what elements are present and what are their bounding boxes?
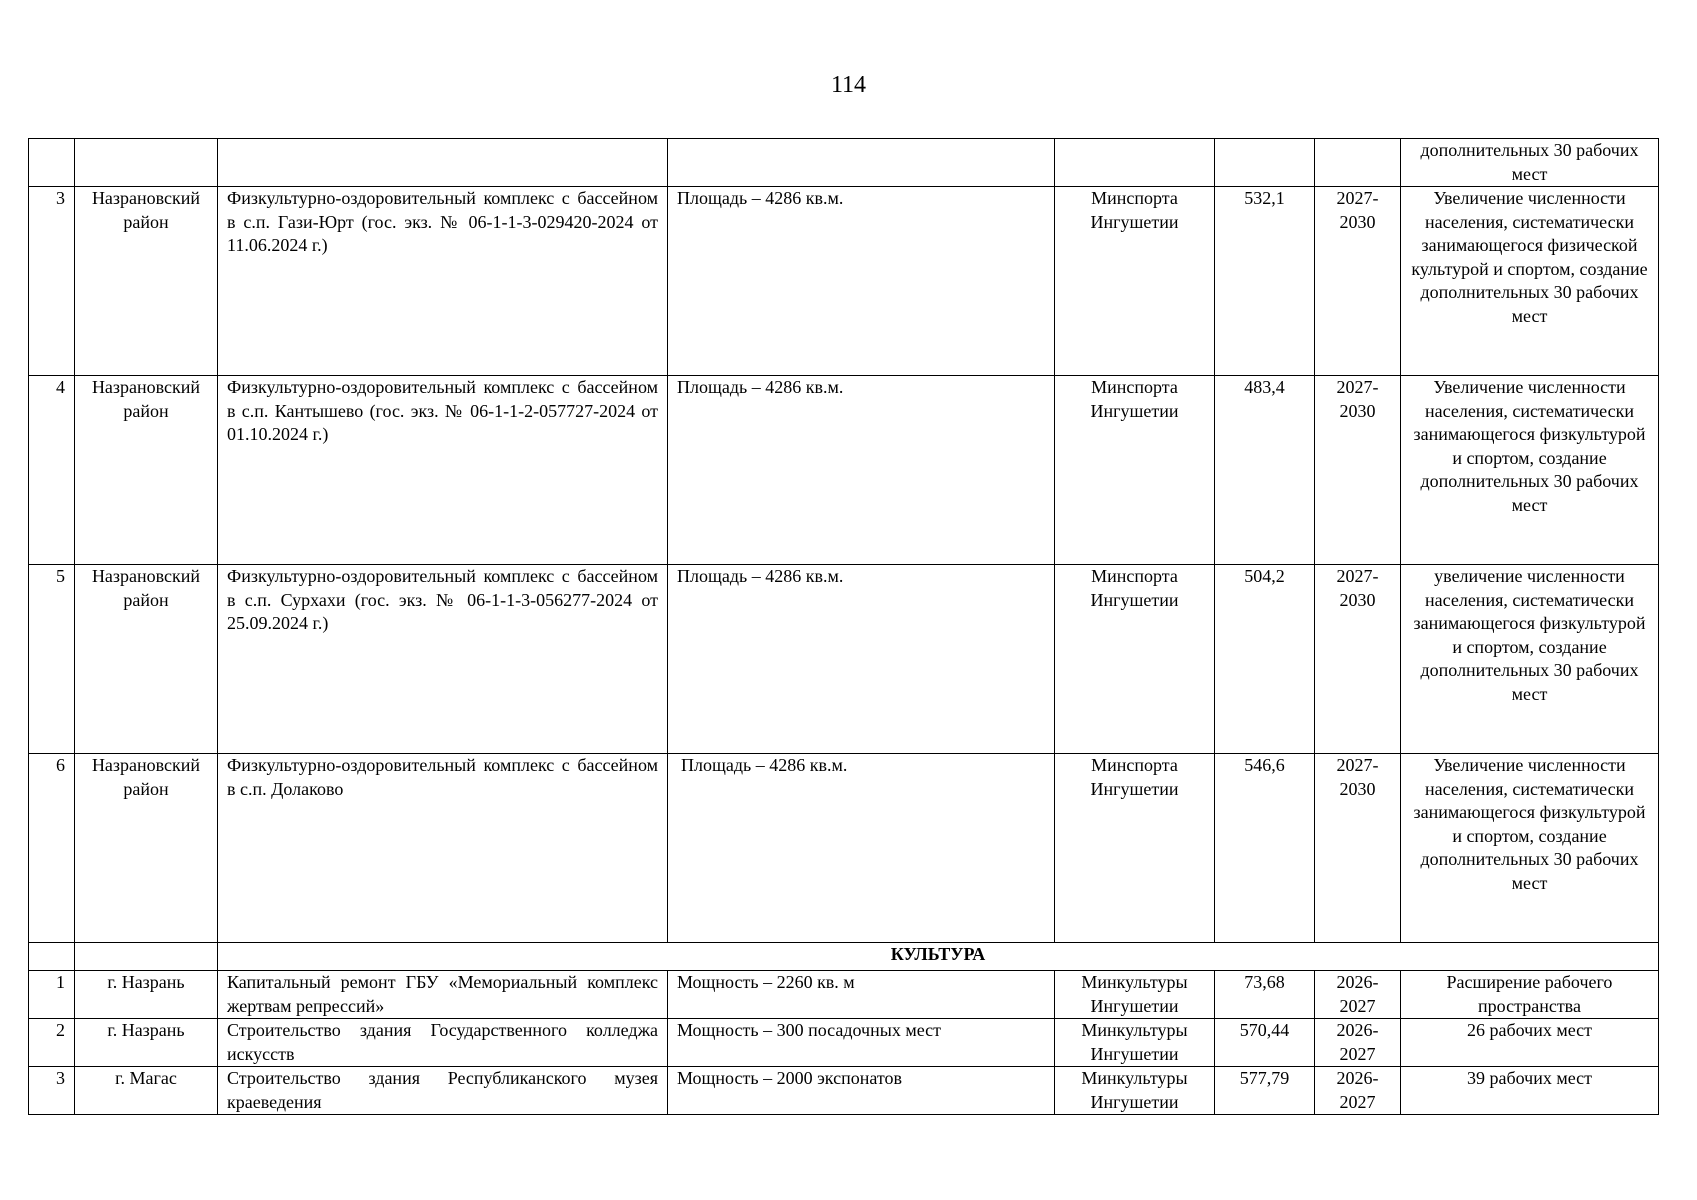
cell-effect: дополнительных 30 рабочих мест xyxy=(1401,139,1659,187)
page-number: 114 xyxy=(830,72,867,98)
cell-characteristic xyxy=(668,754,1055,943)
cell-responsible: Минспорта Ингушетии xyxy=(1055,376,1215,565)
cell-name: Физкультурно-оздоровительный комплекс с бассейном в с.п. Гази-Юрт (гос. экз. № 06-1-1-3-029420-2024 от 11.06.2024 г.) xyxy=(218,187,668,376)
cell-area: Назрановский район xyxy=(75,754,218,943)
cell-name: Строительство здания Государственного колледжа искусств xyxy=(218,1019,668,1067)
cell-period: 2027-2030 xyxy=(1315,565,1401,754)
cell-period: 2026-2027 xyxy=(1315,1019,1401,1067)
cell-area xyxy=(75,943,218,971)
characteristic-text: Площадь – 4286 кв.м. xyxy=(681,755,848,775)
table-row xyxy=(29,565,1659,754)
cell-characteristic: Площадь – 4286 кв.м. xyxy=(668,565,1055,754)
cell-characteristic: Мощность – 2260 кв. м xyxy=(668,971,1055,1019)
cell-cost: 73,68 xyxy=(1215,971,1315,1019)
cell-name: Физкультурно-оздоровительный комплекс с бассейном в с.п. Долаково xyxy=(218,754,668,943)
cell-effect: Расширение рабочего пространства xyxy=(1401,971,1659,1019)
cell-responsible xyxy=(1055,139,1215,187)
cell-num xyxy=(29,139,75,187)
cell-period xyxy=(1315,139,1401,187)
cell-num xyxy=(29,943,75,971)
table-row xyxy=(29,1019,1659,1067)
cell-period: 2027-2030 xyxy=(1315,187,1401,376)
cell-cost: 483,4 xyxy=(1215,376,1315,565)
cell-cost: 546,6 xyxy=(1215,754,1315,943)
cell-num: 3 xyxy=(29,187,75,376)
cell-responsible: Минспорта Ингушетии xyxy=(1055,565,1215,754)
cell-num: 1 xyxy=(29,971,75,1019)
table-row xyxy=(29,971,1659,1019)
table-row xyxy=(29,376,1659,565)
cell-num: 4 xyxy=(29,376,75,565)
cell-effect: Увеличение численности населения, систематически занимающегося физической культурой и спортом, создание дополнительных 30 рабочих мест xyxy=(1401,187,1659,376)
cell-num: 2 xyxy=(29,1019,75,1067)
cell-responsible: Минкультуры Ингушетии xyxy=(1055,1067,1215,1115)
cell-period: 2027-2030 xyxy=(1315,754,1401,943)
cell-characteristic xyxy=(668,139,1055,187)
cell-num: 3 xyxy=(29,1067,75,1115)
cell-area: г. Магас xyxy=(75,1067,218,1115)
cell-effect: увеличение численности населения, систематически занимающегося физкультурой и спортом, создание дополнительных 30 рабочих мест xyxy=(1401,565,1659,754)
cell-responsible: Минспорта Ингушетии xyxy=(1055,754,1215,943)
cell-name xyxy=(218,139,668,187)
cell-responsible: Минспорта Ингушетии xyxy=(1055,187,1215,376)
section-row-culture xyxy=(29,943,1659,971)
cell-period: 2026-2027 xyxy=(1315,971,1401,1019)
cell-cost: 532,1 xyxy=(1215,187,1315,376)
cell-period: 2027-2030 xyxy=(1315,376,1401,565)
cell-effect: 39 рабочих мест xyxy=(1401,1067,1659,1115)
cell-num: 6 xyxy=(29,754,75,943)
cell-cost: 504,2 xyxy=(1215,565,1315,754)
cell-responsible: Минкультуры Ингушетии xyxy=(1055,1019,1215,1067)
cell-characteristic: Мощность – 2000 экспонатов xyxy=(668,1067,1055,1115)
cell-area xyxy=(75,139,218,187)
cell-num: 5 xyxy=(29,565,75,754)
table-row xyxy=(29,187,1659,376)
section-title: КУЛЬТУРА xyxy=(218,943,1659,971)
cell-characteristic: Площадь – 4286 кв.м. xyxy=(668,187,1055,376)
cell-name: Физкультурно-оздоровительный комплекс с бассейном в с.п. Сурхахи (гос. экз. № 06-1-1-3-056277-2024 от 25.09.2024 г.) xyxy=(218,565,668,754)
cell-responsible: Минкультуры Ингушетии xyxy=(1055,971,1215,1019)
cell-area: г. Назрань xyxy=(75,971,218,1019)
cell-effect: 26 рабочих мест xyxy=(1401,1019,1659,1067)
table-row-continuation xyxy=(29,139,1659,187)
projects-table xyxy=(28,138,1659,1115)
table-row xyxy=(29,754,1659,943)
cell-name: Строительство здания Республиканского музея краеведения xyxy=(218,1067,668,1115)
cell-cost xyxy=(1215,139,1315,187)
table-row xyxy=(29,1067,1659,1115)
cell-area: Назрановский район xyxy=(75,376,218,565)
cell-characteristic: Мощность – 300 посадочных мест xyxy=(668,1019,1055,1067)
cell-name: Физкультурно-оздоровительный комплекс с бассейном в с.п. Кантышево (гос. экз. № 06-1-1-2-057727-2024 от 01.10.2024 г.) xyxy=(218,376,668,565)
cell-area: г. Назрань xyxy=(75,1019,218,1067)
cell-area: Назрановский район xyxy=(75,187,218,376)
cell-cost: 570,44 xyxy=(1215,1019,1315,1067)
cell-cost: 577,79 xyxy=(1215,1067,1315,1115)
cell-characteristic: Площадь – 4286 кв.м. xyxy=(668,376,1055,565)
cell-name: Капитальный ремонт ГБУ «Мемориальный комплекс жертвам репрессий» xyxy=(218,971,668,1019)
cell-period: 2026-2027 xyxy=(1315,1067,1401,1115)
cell-effect: Увеличение численности населения, систематически занимающегося физкультурой и спортом, создание дополнительных 30 рабочих мест xyxy=(1401,754,1659,943)
cell-area: Назрановский район xyxy=(75,565,218,754)
cell-effect: Увеличение численности населения, систематически занимающегося физкультурой и спортом, создание дополнительных 30 рабочих мест xyxy=(1401,376,1659,565)
